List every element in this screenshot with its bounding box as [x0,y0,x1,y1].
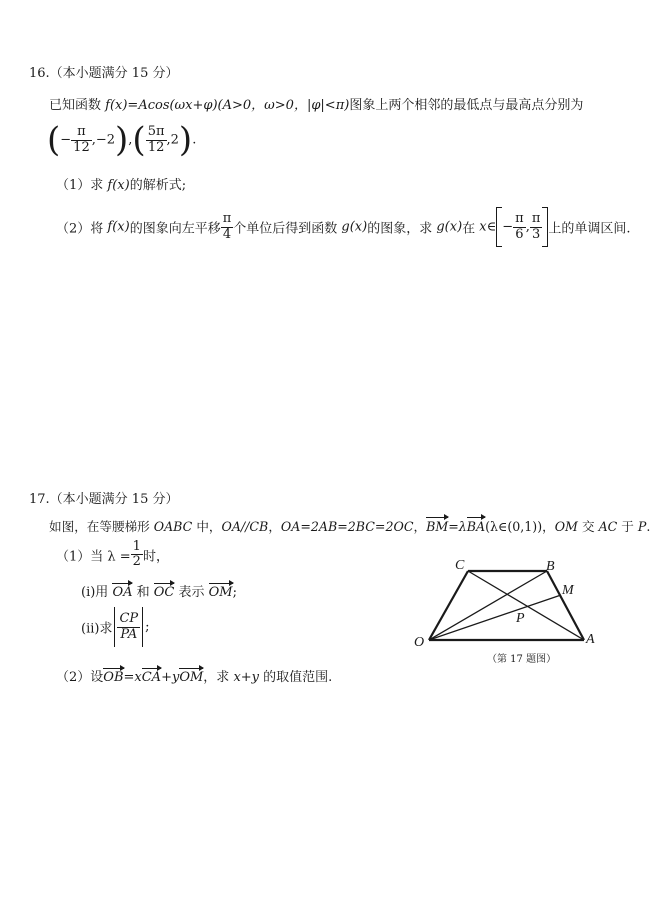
label-O: O [414,635,425,650]
label-B: B [546,559,555,574]
label-M: M [562,583,574,598]
q16-part2: （2）将 f(x)的图象向左平移 $\frac{\pi}{4}$ 个单位后得到函数 g(x)的图象，求 g(x)在 x∈ − $\frac{\pi}{6}$ , $\frac{\pi}{3}$ 上的单调区间. [56,207,631,247]
q16-points: (− $\frac{\pi}{12}$ ,−2),( $\frac{5\pi}{12}$ ,2). [47,120,197,160]
q16-stem: 已知函数 f(x)=Acos(ωx+φ)(A>0，ω>0，|φ|<π)图象上两个相邻的最低点与最高点分别为 [49,98,584,113]
q17-part1-ii: (ii)求 $\frac{CP}{PA}$ ; [81,607,150,647]
q16-header: 16.（本小题满分 15 分） [29,66,179,81]
label-A: A [586,632,595,647]
label-C: C [455,558,465,573]
label-P: P [516,611,525,626]
q17-header: 17.（本小题满分 15 分） [29,492,179,507]
side-OC [429,571,468,640]
q17-stem: 如图，在等腰梯形 OABC 中，OA//CB，OA=2AB=2BC=2OC，BM=λBA(λ∈(0,1))，OM 交 AC 于 P [49,519,647,534]
q17-part1-i: (i)用 OA 和 OC 表示 OM; [81,585,237,600]
figure-caption: （第 17 题图） [487,654,557,665]
q16-part1: （1）求 f(x)的解析式; [56,178,187,193]
q17-part2: （2）设OB=xCA+yOM，求 x+y 的取值范围. [56,670,333,685]
q17-part1: （1）当 λ = $\frac{1}{2}$ 时， [56,539,169,570]
